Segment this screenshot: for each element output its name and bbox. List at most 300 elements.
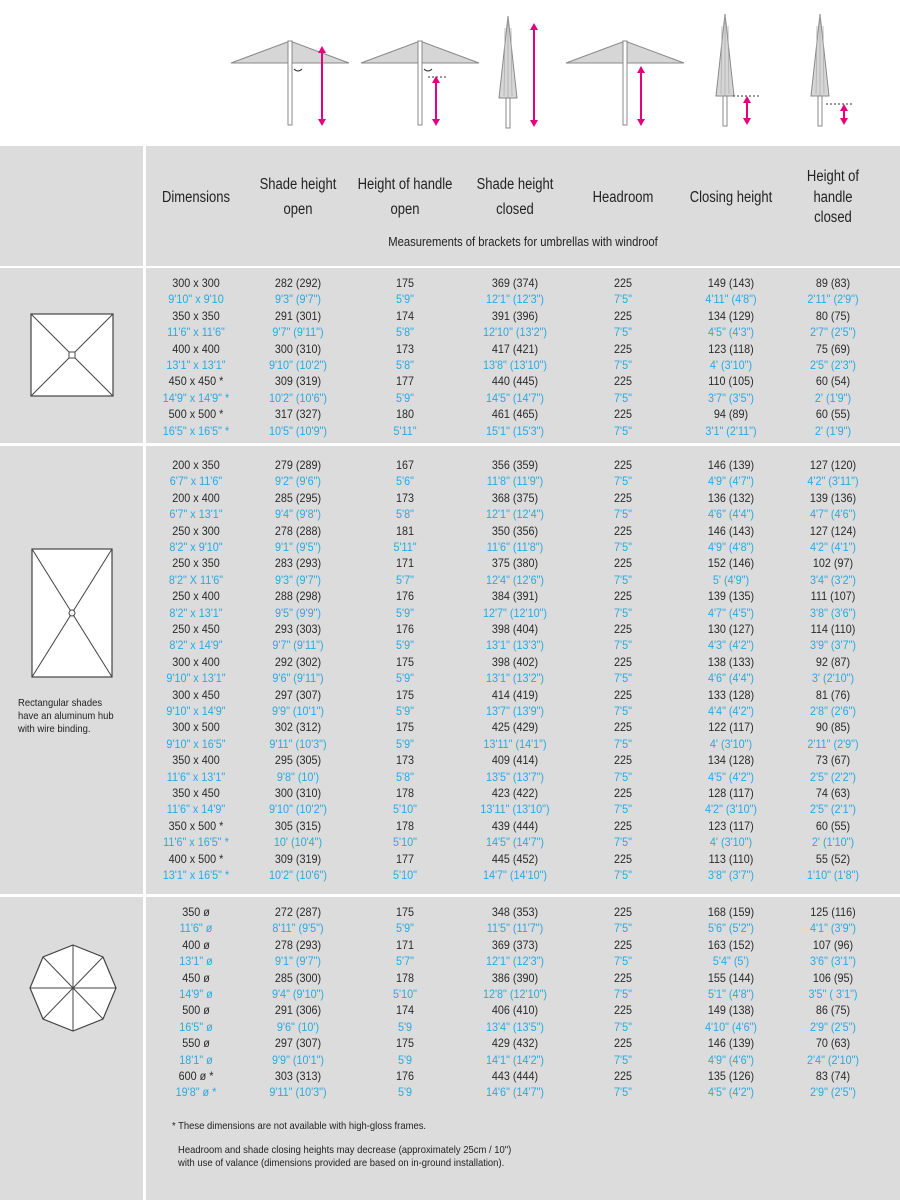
cell-shade-height-closed: 445 (452) bbox=[491, 851, 539, 866]
cell-dimensions: 350 x 500 * bbox=[168, 818, 224, 833]
cell-closing-height: 5' (4'9") bbox=[712, 572, 750, 587]
cell-dimensions: 250 x 450 bbox=[172, 622, 220, 636]
table-row bbox=[146, 390, 900, 406]
cell-closing-height: 130 (127) bbox=[707, 622, 755, 636]
cell-shade-height-open: 279 (289) bbox=[274, 458, 322, 472]
cell-shade-height-closed: 348 (353) bbox=[491, 905, 539, 919]
cell-shade-height-open: 9'1" (9'7") bbox=[274, 954, 322, 969]
cell-dimensions: 11'6" x 13'1" bbox=[166, 769, 226, 784]
table-row bbox=[146, 473, 900, 489]
handle-height-closed-icon bbox=[811, 14, 852, 126]
cell-shade-height-closed: 13'11" (14'1") bbox=[483, 736, 547, 751]
cell-dimensions: 8'2" x 9'10" bbox=[169, 540, 223, 554]
cell-dimensions: 450 ø bbox=[182, 970, 210, 985]
cell-headroom: 225 bbox=[613, 851, 633, 866]
cell-closing-height: 4' (3'10") bbox=[709, 358, 753, 372]
cell-dimensions: 9'10" x 9'10 bbox=[168, 292, 224, 307]
cell-headroom: 225 bbox=[613, 276, 633, 290]
cell-closing-height: 3'1" (2'11") bbox=[705, 423, 757, 438]
cell-shade-height-closed: 12'1" (12'4") bbox=[485, 507, 545, 522]
cell-handle-height-closed: 106 (95) bbox=[812, 970, 854, 985]
table-row bbox=[146, 506, 900, 522]
cell-headroom: 7'5" bbox=[614, 292, 632, 307]
cell-dimensions: 400 x 500 * bbox=[168, 851, 224, 866]
cell-shade-height-closed: 13'8" (13'10") bbox=[482, 358, 548, 372]
cell-shade-height-closed: 375 (380) bbox=[491, 556, 539, 571]
cell-handle-height-closed: 86 (75) bbox=[815, 1003, 851, 1018]
cell-handle-height-open: 177 bbox=[395, 374, 415, 389]
cell-shade-height-closed: 14'6" (14'7") bbox=[485, 1085, 545, 1100]
cell-shade-height-closed: 14'5" (14'7") bbox=[485, 390, 545, 405]
cell-handle-height-open: 5'10" bbox=[393, 868, 417, 882]
cell-handle-height-open: 5'10" bbox=[393, 835, 417, 850]
cell-shade-height-open: 297 (307) bbox=[274, 687, 322, 702]
cell-closing-height: 146 (139) bbox=[707, 1036, 755, 1051]
cell-closing-height: 168 (159) bbox=[707, 905, 755, 919]
table-row bbox=[146, 769, 900, 785]
cell-shade-height-closed: 13'11" (13'10") bbox=[480, 802, 550, 817]
cell-dimensions: 500 ø bbox=[182, 1003, 210, 1018]
table-row bbox=[146, 654, 900, 670]
cell-handle-height-closed: 2'8" (2'6") bbox=[809, 704, 857, 718]
cell-handle-height-closed: 73 (67) bbox=[815, 753, 851, 768]
table-row bbox=[146, 373, 900, 389]
header-handle-height-open: Height of handle open bbox=[357, 176, 453, 218]
cell-closing-height: 4'10" (4'6") bbox=[704, 1019, 758, 1034]
cell-shade-height-closed: 409 (414) bbox=[491, 753, 539, 768]
cell-headroom: 225 bbox=[613, 687, 633, 702]
table-row bbox=[146, 1019, 900, 1035]
cell-handle-height-closed: 102 (97) bbox=[812, 556, 854, 571]
cell-shade-height-open: 272 (287) bbox=[274, 905, 322, 919]
cell-headroom: 225 bbox=[613, 556, 633, 571]
cell-shade-height-open: 293 (303) bbox=[274, 622, 322, 636]
cell-shade-height-open: 278 (288) bbox=[274, 523, 322, 538]
cell-shade-height-closed: 350 (356) bbox=[491, 523, 539, 538]
rectangle-icon bbox=[31, 548, 113, 678]
table-row bbox=[146, 1052, 900, 1068]
cell-headroom: 7'5" bbox=[614, 704, 632, 718]
cell-headroom: 225 bbox=[613, 308, 633, 323]
cell-shade-height-closed: 12'10" (13'2") bbox=[482, 325, 548, 340]
table-row bbox=[146, 324, 900, 340]
cell-dimensions: 6'7" x 11'6" bbox=[169, 474, 223, 489]
cell-handle-height-open: 175 bbox=[395, 1036, 415, 1051]
cell-closing-height: 123 (118) bbox=[708, 341, 754, 356]
cell-handle-height-open: 5'9" bbox=[396, 292, 414, 307]
cell-dimensions: 300 x 500 bbox=[172, 720, 220, 735]
cell-handle-height-closed: 4'7" (4'6") bbox=[809, 507, 857, 522]
cell-closing-height: 128 (117) bbox=[708, 786, 754, 800]
cell-closing-height: 134 (129) bbox=[707, 308, 755, 323]
cell-headroom: 7'5" bbox=[614, 325, 632, 340]
table-row bbox=[146, 637, 900, 653]
cell-shade-height-closed: 368 (375) bbox=[491, 490, 539, 505]
cell-headroom: 225 bbox=[613, 937, 633, 952]
umbrella-measurement-icons bbox=[0, 0, 900, 146]
cell-headroom: 7'5" bbox=[614, 507, 632, 522]
cell-handle-height-open: 5'10" bbox=[393, 987, 417, 1001]
cell-headroom: 7'5" bbox=[614, 921, 632, 936]
cell-shade-height-closed: 12'1" (12'3") bbox=[485, 292, 545, 307]
cell-closing-height: 4'5" (4'3") bbox=[707, 325, 755, 340]
cell-handle-height-open: 5'8" bbox=[396, 358, 414, 372]
cell-shade-height-open: 8'11" (9'5") bbox=[272, 921, 324, 936]
cell-closing-height: 122 (117) bbox=[708, 720, 754, 735]
cell-dimensions: 200 x 350 bbox=[172, 458, 220, 472]
table-row bbox=[146, 953, 900, 969]
header-dimensions: Dimensions bbox=[161, 188, 231, 206]
cell-shade-height-open: 282 (292) bbox=[274, 276, 322, 290]
table-row bbox=[146, 851, 900, 867]
cell-handle-height-closed: 127 (120) bbox=[809, 458, 857, 472]
cell-handle-height-closed: 4'1" (3'9") bbox=[809, 921, 857, 936]
cell-dimensions: 14'9" x 14'9" * bbox=[162, 390, 230, 405]
cell-shade-height-closed: 12'1" (12'3") bbox=[485, 954, 545, 969]
cell-closing-height: 110 (105) bbox=[708, 374, 754, 389]
cell-handle-height-closed: 89 (83) bbox=[815, 276, 851, 290]
cell-handle-height-open: 5'9" bbox=[396, 605, 414, 620]
cell-handle-height-closed: 3'4" (3'2") bbox=[809, 572, 857, 587]
cell-shade-height-closed: 14'1" (14'2") bbox=[485, 1052, 545, 1067]
cell-headroom: 225 bbox=[613, 490, 633, 505]
cell-handle-height-closed: 2' (1'9") bbox=[814, 390, 852, 405]
cell-shade-height-open: 9'10" (10'2") bbox=[268, 358, 328, 372]
cell-shade-height-open: 283 (293) bbox=[274, 556, 322, 571]
cell-handle-height-open: 5'9" bbox=[396, 390, 414, 405]
cell-handle-height-open: 178 bbox=[395, 970, 415, 985]
cell-handle-height-closed: 83 (74) bbox=[815, 1069, 851, 1083]
table-row bbox=[146, 341, 900, 357]
cell-headroom: 7'5" bbox=[614, 802, 632, 817]
cell-handle-height-closed: 3'8" (3'6") bbox=[809, 605, 857, 620]
cell-shade-height-open: 297 (307) bbox=[274, 1036, 322, 1051]
cell-shade-height-open: 10'2" (10'6") bbox=[268, 390, 328, 405]
cell-shade-height-closed: 12'7" (12'10") bbox=[482, 605, 548, 620]
cell-handle-height-open: 176 bbox=[395, 589, 415, 604]
table-row bbox=[146, 818, 900, 834]
cell-handle-height-open: 5'11" bbox=[393, 423, 417, 438]
cell-handle-height-closed: 74 (63) bbox=[815, 786, 851, 800]
footnote-asterisk: * These dimensions are not available with high-gloss frames. bbox=[172, 1120, 427, 1132]
cell-dimensions: 250 x 350 bbox=[172, 556, 220, 571]
cell-shade-height-open: 9'10" (10'2") bbox=[268, 802, 328, 817]
cell-handle-height-open: 175 bbox=[395, 654, 415, 669]
cell-shade-height-closed: 386 (390) bbox=[491, 970, 539, 985]
subheader-note: Measurements of brackets for umbrellas with windroof bbox=[388, 235, 658, 249]
closing-height-icon bbox=[716, 14, 759, 126]
table-row bbox=[146, 970, 900, 986]
cell-shade-height-closed: 12'4" (12'6") bbox=[485, 572, 545, 587]
table-row bbox=[146, 937, 900, 953]
cell-headroom: 225 bbox=[613, 1069, 633, 1083]
cell-dimensions: 550 ø bbox=[182, 1036, 210, 1051]
cell-handle-height-open: 174 bbox=[395, 1003, 415, 1018]
footnote-headroom-line1: Headroom and shade closing heights may decrease (approximately 25cm / 10") bbox=[178, 1144, 512, 1156]
cell-shade-height-closed: 391 (396) bbox=[491, 308, 539, 323]
cell-dimensions: 300 x 300 bbox=[172, 276, 220, 290]
cell-handle-height-closed: 3' (2'10") bbox=[811, 671, 855, 686]
cell-dimensions: 350 ø bbox=[182, 905, 210, 919]
cell-shade-height-closed: 443 (444) bbox=[491, 1069, 539, 1083]
cell-headroom: 225 bbox=[613, 753, 633, 768]
cell-handle-height-open: 5'9 bbox=[397, 1052, 413, 1067]
cell-closing-height: 4'11" (4'8") bbox=[705, 292, 757, 307]
cell-handle-height-closed: 75 (69) bbox=[815, 341, 851, 356]
cell-handle-height-open: 5'6" bbox=[396, 474, 414, 489]
square-icon bbox=[30, 313, 114, 397]
cell-shade-height-closed: 14'5" (14'7") bbox=[485, 835, 545, 850]
cell-dimensions: 300 x 450 bbox=[172, 687, 220, 702]
cell-handle-height-closed: 114 (110) bbox=[810, 622, 856, 636]
cell-headroom: 225 bbox=[613, 458, 633, 472]
cell-headroom: 7'5" bbox=[614, 1085, 632, 1100]
cell-shade-height-open: 285 (295) bbox=[274, 490, 322, 505]
cell-closing-height: 4'6" (4'4") bbox=[707, 671, 755, 686]
cell-handle-height-open: 5'9" bbox=[396, 704, 414, 718]
cell-handle-height-closed: 2'5" (2'3") bbox=[809, 358, 857, 372]
cell-shade-height-open: 278 (293) bbox=[274, 937, 322, 952]
table-row bbox=[146, 904, 900, 920]
cell-shade-height-open: 9'4" (9'10") bbox=[271, 987, 325, 1001]
cell-headroom: 7'5" bbox=[614, 605, 632, 620]
cell-dimensions: 13'1" x 16'5" * bbox=[162, 868, 230, 882]
cell-headroom: 225 bbox=[613, 622, 633, 636]
cell-handle-height-closed: 3'5" ( 3'1") bbox=[808, 987, 858, 1001]
cell-handle-height-open: 175 bbox=[395, 687, 415, 702]
cell-headroom: 7'5" bbox=[614, 736, 632, 751]
cell-headroom: 225 bbox=[613, 374, 633, 389]
cell-shade-height-closed: 425 (429) bbox=[491, 720, 539, 735]
shade-height-open-icon bbox=[231, 41, 349, 126]
cell-closing-height: 149 (138) bbox=[707, 1003, 755, 1018]
cell-handle-height-open: 5'9" bbox=[396, 736, 414, 751]
cell-handle-height-open: 178 bbox=[395, 786, 415, 800]
table-row bbox=[146, 555, 900, 571]
cell-shade-height-closed: 414 (419) bbox=[491, 687, 539, 702]
cell-handle-height-open: 5'9" bbox=[396, 638, 414, 653]
table-row bbox=[146, 406, 900, 422]
cell-closing-height: 4' (3'10") bbox=[709, 736, 753, 751]
cell-handle-height-open: 175 bbox=[395, 276, 415, 290]
cell-handle-height-closed: 4'2" (3'11") bbox=[807, 474, 859, 489]
cell-shade-height-closed: 439 (444) bbox=[491, 818, 539, 833]
cell-shade-height-closed: 13'1" (13'2") bbox=[485, 671, 545, 686]
cell-closing-height: 149 (143) bbox=[707, 276, 755, 290]
cell-closing-height: 135 (126) bbox=[707, 1069, 755, 1083]
table-row bbox=[146, 291, 900, 307]
cell-handle-height-closed: 2'7" (2'5") bbox=[809, 325, 857, 340]
cell-closing-height: 146 (139) bbox=[707, 458, 755, 472]
cell-closing-height: 133 (128) bbox=[707, 687, 755, 702]
cell-shade-height-closed: 356 (359) bbox=[491, 458, 539, 472]
cell-dimensions: 350 x 400 bbox=[172, 753, 220, 768]
cell-handle-height-open: 171 bbox=[395, 937, 415, 952]
cell-headroom: 7'5" bbox=[614, 987, 632, 1001]
cell-shade-height-open: 9'11" (10'3") bbox=[269, 1085, 327, 1100]
cell-handle-height-open: 177 bbox=[395, 851, 415, 866]
cell-shade-height-open: 305 (315) bbox=[274, 818, 322, 833]
table-row bbox=[146, 490, 900, 506]
cell-handle-height-closed: 60 (54) bbox=[815, 374, 851, 389]
cell-headroom: 225 bbox=[613, 970, 633, 985]
cell-handle-height-closed: 92 (87) bbox=[815, 654, 851, 669]
cell-shade-height-open: 309 (319) bbox=[274, 374, 322, 389]
headroom-icon bbox=[566, 41, 684, 126]
cell-handle-height-closed: 2'5" (2'2") bbox=[809, 769, 857, 784]
table-row bbox=[146, 867, 900, 883]
handle-height-open-icon bbox=[361, 41, 479, 126]
header-handle-height-closed: Height of handle closed bbox=[806, 167, 860, 227]
cell-shade-height-open: 300 (310) bbox=[274, 786, 322, 800]
cell-shade-height-open: 9'3" (9'7") bbox=[274, 572, 322, 587]
table-row bbox=[146, 572, 900, 588]
table-row bbox=[146, 539, 900, 555]
cell-handle-height-open: 5'9 bbox=[397, 1085, 413, 1100]
cell-headroom: 7'5" bbox=[614, 868, 632, 882]
cell-headroom: 7'5" bbox=[614, 638, 632, 653]
cell-shade-height-closed: 13'7" (13'9") bbox=[485, 704, 545, 718]
cell-shade-height-closed: 13'4" (13'5") bbox=[485, 1019, 545, 1034]
cell-handle-height-open: 171 bbox=[395, 556, 415, 571]
cell-dimensions: 300 x 400 bbox=[172, 654, 220, 669]
cell-shade-height-closed: 384 (391) bbox=[491, 589, 539, 604]
cell-handle-height-open: 173 bbox=[395, 490, 415, 505]
cell-dimensions: 350 x 450 bbox=[172, 786, 220, 800]
cell-shade-height-closed: 14'7" (14'10") bbox=[482, 868, 548, 882]
cell-shade-height-closed: 417 (421) bbox=[491, 341, 539, 356]
cell-shade-height-open: 9'8" (10') bbox=[276, 769, 320, 784]
cell-dimensions: 11'6" x 16'5" * bbox=[163, 835, 229, 850]
cell-shade-height-closed: 398 (404) bbox=[491, 622, 539, 636]
cell-closing-height: 163 (152) bbox=[707, 937, 755, 952]
cell-closing-height: 5'1" (4'8") bbox=[707, 987, 755, 1001]
cell-headroom: 225 bbox=[613, 407, 633, 422]
cell-dimensions: 9'10" x 16'5" bbox=[166, 736, 226, 751]
table-row bbox=[146, 670, 900, 686]
cell-handle-height-closed: 3'9" (3'7") bbox=[809, 638, 857, 653]
cell-dimensions: 500 x 500 * bbox=[168, 407, 224, 422]
cell-shade-height-open: 9'1" (9'5") bbox=[274, 540, 322, 554]
cell-shade-height-open: 9'5" (9'9") bbox=[274, 605, 322, 620]
cell-dimensions: 11'6" x 11'6" bbox=[167, 325, 225, 340]
cell-shade-height-closed: 461 (465) bbox=[491, 407, 539, 422]
cell-shade-height-open: 285 (300) bbox=[274, 970, 322, 985]
table-row bbox=[146, 785, 900, 801]
cell-handle-height-closed: 2'9" (2'5") bbox=[809, 1019, 857, 1034]
table-row bbox=[146, 752, 900, 768]
cell-handle-height-closed: 55 (52) bbox=[815, 851, 851, 866]
cell-dimensions: 8'2" x 14'9" bbox=[169, 638, 223, 653]
cell-handle-height-open: 5'9" bbox=[396, 921, 414, 936]
cell-handle-height-closed: 2'9" (2'5") bbox=[809, 1085, 857, 1100]
cell-shade-height-closed: 11'6" (11'8") bbox=[486, 540, 544, 554]
cell-closing-height: 4'9" (4'8") bbox=[707, 540, 755, 554]
cell-closing-height: 4'4" (4'2") bbox=[707, 704, 755, 718]
cell-shade-height-closed: 369 (374) bbox=[491, 276, 539, 290]
cell-headroom: 7'5" bbox=[614, 769, 632, 784]
cell-handle-height-closed: 2' (1'10") bbox=[811, 835, 855, 850]
table-row bbox=[146, 1002, 900, 1018]
cell-closing-height: 152 (146) bbox=[707, 556, 755, 571]
cell-dimensions: 8'2" x 13'1" bbox=[169, 605, 223, 620]
cell-dimensions: 200 x 400 bbox=[172, 490, 220, 505]
cell-closing-height: 4'2" (3'10") bbox=[704, 802, 758, 817]
cell-shade-height-open: 291 (306) bbox=[274, 1003, 322, 1018]
cell-handle-height-open: 180 bbox=[395, 407, 415, 422]
cell-handle-height-closed: 1'10" (1'8") bbox=[806, 868, 860, 882]
cell-shade-height-open: 288 (298) bbox=[274, 589, 322, 604]
cell-dimensions: 13'1" x 13'1" bbox=[166, 358, 226, 372]
cell-headroom: 7'5" bbox=[614, 954, 632, 969]
cell-handle-height-closed: 60 (55) bbox=[815, 818, 851, 833]
cell-dimensions: 8'2" X 11'6" bbox=[168, 572, 224, 587]
table-row bbox=[146, 457, 900, 473]
cell-headroom: 225 bbox=[613, 341, 633, 356]
cell-handle-height-closed: 3'6" (3'1") bbox=[809, 954, 857, 969]
cell-shade-height-open: 9'6" (10') bbox=[276, 1019, 320, 1034]
cell-closing-height: 5'4" (5') bbox=[712, 954, 750, 969]
footnote-headroom-line2: with use of valance (dimensions provided are based on in-ground installation). bbox=[178, 1157, 505, 1169]
cell-closing-height: 4'5" (4'2") bbox=[707, 769, 755, 784]
cell-shade-height-closed: 369 (373) bbox=[491, 937, 539, 952]
cell-shade-height-open: 9'9" (10'1") bbox=[271, 704, 325, 718]
cell-handle-height-closed: 2'4" (2'10") bbox=[806, 1052, 860, 1067]
table-row bbox=[146, 423, 900, 439]
cell-closing-height: 94 (89) bbox=[713, 407, 749, 422]
table-row bbox=[146, 687, 900, 703]
cell-handle-height-open: 174 bbox=[395, 308, 415, 323]
cell-dimensions: 6'7" x 13'1" bbox=[169, 507, 223, 522]
cell-shade-height-closed: 11'5" (11'7") bbox=[486, 921, 544, 936]
cell-handle-height-open: 5'8" bbox=[396, 325, 414, 340]
cell-handle-height-open: 181 bbox=[395, 523, 415, 538]
cell-dimensions: 16'5" ø bbox=[179, 1019, 213, 1034]
cell-headroom: 225 bbox=[613, 523, 633, 538]
cell-headroom: 7'5" bbox=[614, 358, 632, 372]
cell-headroom: 7'5" bbox=[614, 572, 632, 587]
header-shade-height-closed: Shade height closed bbox=[476, 176, 554, 218]
cell-shade-height-closed: 423 (422) bbox=[491, 786, 539, 800]
cell-shade-height-open: 291 (301) bbox=[274, 308, 322, 323]
table-row bbox=[146, 1068, 900, 1084]
cell-closing-height: 4'6" (4'4") bbox=[707, 507, 755, 522]
cell-closing-height: 3'8" (3'7") bbox=[707, 868, 755, 882]
cell-headroom: 225 bbox=[613, 589, 633, 604]
cell-headroom: 225 bbox=[613, 905, 633, 919]
cell-handle-height-open: 173 bbox=[395, 341, 415, 356]
cell-handle-height-closed: 127 (124) bbox=[809, 523, 857, 538]
cell-shade-height-open: 9'3" (9'7") bbox=[274, 292, 322, 307]
cell-handle-height-closed: 81 (76) bbox=[815, 687, 851, 702]
cell-shade-height-open: 303 (313) bbox=[274, 1069, 322, 1083]
cell-handle-height-closed: 125 (116) bbox=[810, 905, 856, 919]
header-closing-height: Closing height bbox=[689, 188, 773, 206]
table-row bbox=[146, 357, 900, 373]
cell-closing-height: 4'5" (4'2") bbox=[707, 1085, 755, 1100]
cell-handle-height-open: 5'8" bbox=[396, 769, 414, 784]
cell-closing-height: 4'9" (4'6") bbox=[707, 1052, 755, 1067]
cell-dimensions: 19'8" ø * bbox=[175, 1085, 217, 1100]
cell-headroom: 7'5" bbox=[614, 1052, 632, 1067]
cell-dimensions: 250 x 400 bbox=[172, 589, 220, 604]
cell-shade-height-open: 292 (302) bbox=[274, 654, 322, 669]
cell-handle-height-closed: 2'11" (2'9") bbox=[807, 292, 859, 307]
cell-shade-height-open: 10' (10'4") bbox=[273, 835, 323, 850]
cell-dimensions: 18'1" ø bbox=[179, 1052, 213, 1067]
cell-dimensions: 14'9" ø bbox=[179, 987, 213, 1001]
cell-headroom: 225 bbox=[613, 818, 633, 833]
